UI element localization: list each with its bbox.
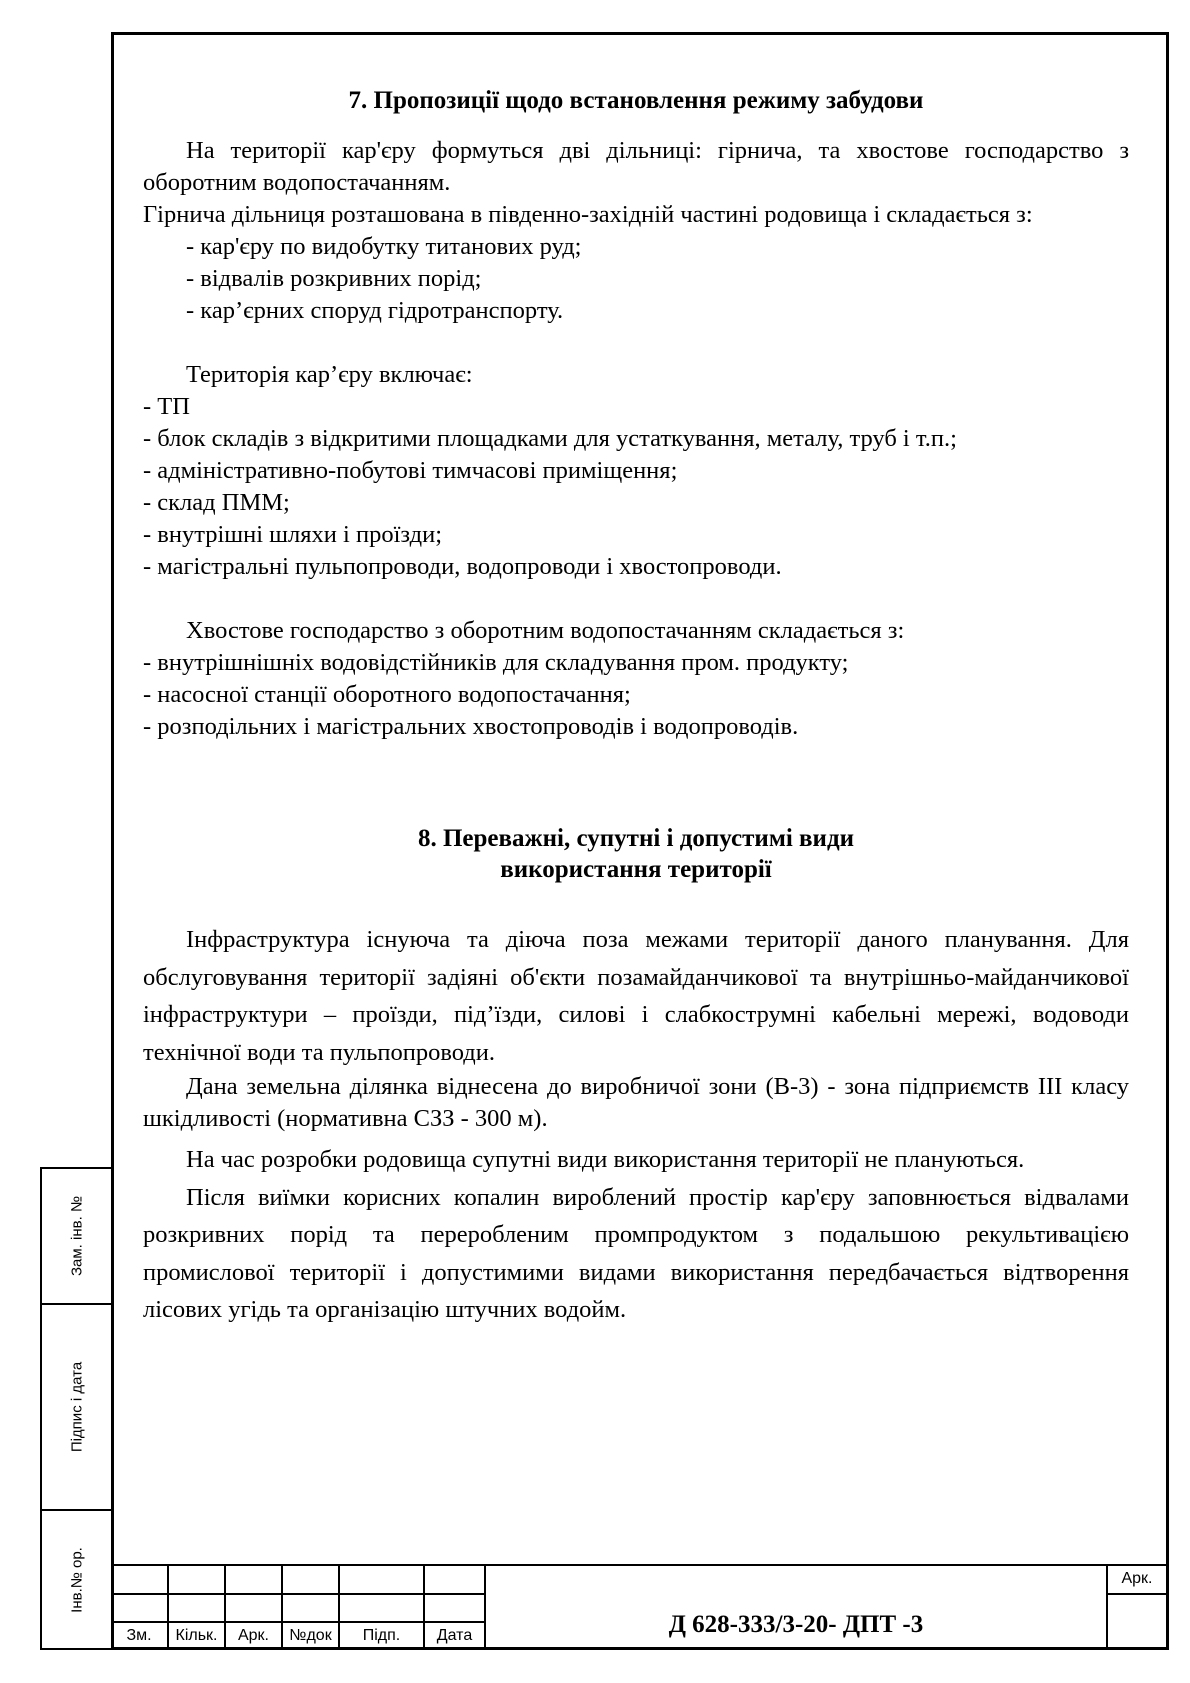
title-block <box>111 1564 1169 1650</box>
list-item: - кар'єру по видобутку титанових руд; <box>186 233 582 260</box>
list-item: - відвалів розкривних порід; <box>186 265 482 292</box>
section-8-paragraph-3: На час розробки родовища супутні види використання території не плануються. <box>186 1146 1025 1173</box>
section-8-paragraph-2: Дана земельна ділянка віднесена до виробничої зони (В-3) - зона підприємств ІІІ класу шкідливості (нормативна СЗЗ - 300 м). <box>143 1073 1129 1132</box>
list-item: - кар’єрних споруд гідротранспорту. <box>186 297 564 324</box>
list-item: - ТП <box>143 393 190 420</box>
section-7-paragraph-2: Гірнича дільниця розташована в південно-західній частині родовища і складається з: <box>143 201 1033 228</box>
signature-date-label: Підпис і дата <box>68 1361 85 1453</box>
list-item: - магістральні пульпопроводи, водопроводи і хвостопроводи. <box>143 553 782 580</box>
margin-stamp-strip <box>40 1167 111 1650</box>
replaced-inventory-cell <box>42 1169 111 1305</box>
section-8-paragraph-1: Інфраструктура існуюча та діюча поза межами території даного планування. Для обслуговування території задіяні об'єкти позамайданчикової та внутрішньо-майданчикової інфраструктури – проїзди, під’їзди, силові і слабкострумні кабельні мережі, водоводи технічної води та пульпопроводи. <box>143 926 1129 1066</box>
col-label-doc-number: №док <box>289 1627 332 1644</box>
section-8-heading-line-1: 8. Переважні, супутні і допустимі види <box>417 825 854 852</box>
section-7-paragraph-1: На території кар'єру формуться дві дільниці: гірнича, та хвостове господарство з оборотним водопостачанням. <box>143 137 1129 196</box>
document-body <box>143 85 1129 1329</box>
list-item: - внутрішні шляхи і проїзди; <box>143 521 443 548</box>
list-item: - насосної станції оборотного водопостачання; <box>143 681 631 708</box>
list-item: - склад ПММ; <box>143 489 290 516</box>
territory-intro: Територія кар’єру включає: <box>186 361 473 388</box>
list-item: - адміністративно-побутові тимчасові приміщення; <box>143 457 678 484</box>
original-inventory-label: Інв.№ ор. <box>68 1546 85 1613</box>
col-label-change: Зм. <box>126 1627 152 1644</box>
section-8-paragraph-4: Після виїмки корисних копалин вироблений простір кар'єру заповнюється відвалами розкривних порід та переробленим промпродуктом з подальшою рекультивацією промислової території і допустимими видами використання передбачається відтворення лісових угідь та організацію штучних водойм. <box>143 1183 1129 1323</box>
list-item: - розподільних і магістральних хвостопроводів і водопроводів. <box>143 713 799 740</box>
sheet-label: Арк. <box>1121 1570 1153 1587</box>
list-item: - блок складів з відкритими площадками для устаткування, металу, труб і т.п.; <box>143 425 957 452</box>
section-8-heading-line-2: використання території <box>500 856 772 883</box>
document-code: Д 628-333/3-20- ДПТ -3 <box>668 1611 924 1638</box>
col-label-sheet: Арк. <box>237 1627 269 1644</box>
signature-date-cell <box>42 1305 111 1511</box>
tailings-intro: Хвостове господарство з оборотним водопостачанням складається з: <box>186 617 905 644</box>
original-inventory-cell <box>42 1511 111 1648</box>
col-label-quantity: Кільк. <box>175 1627 218 1644</box>
col-label-date: Дата <box>436 1627 473 1644</box>
section-7-heading: 7. Пропозиції щодо встановлення режиму забудови <box>348 87 924 114</box>
col-label-signature: Підп. <box>362 1627 401 1644</box>
replaced-inventory-label: Зам. інв. № <box>68 1195 85 1277</box>
list-item: - внутрішнішніх водовідстійників для складування пром. продукту; <box>143 649 849 676</box>
